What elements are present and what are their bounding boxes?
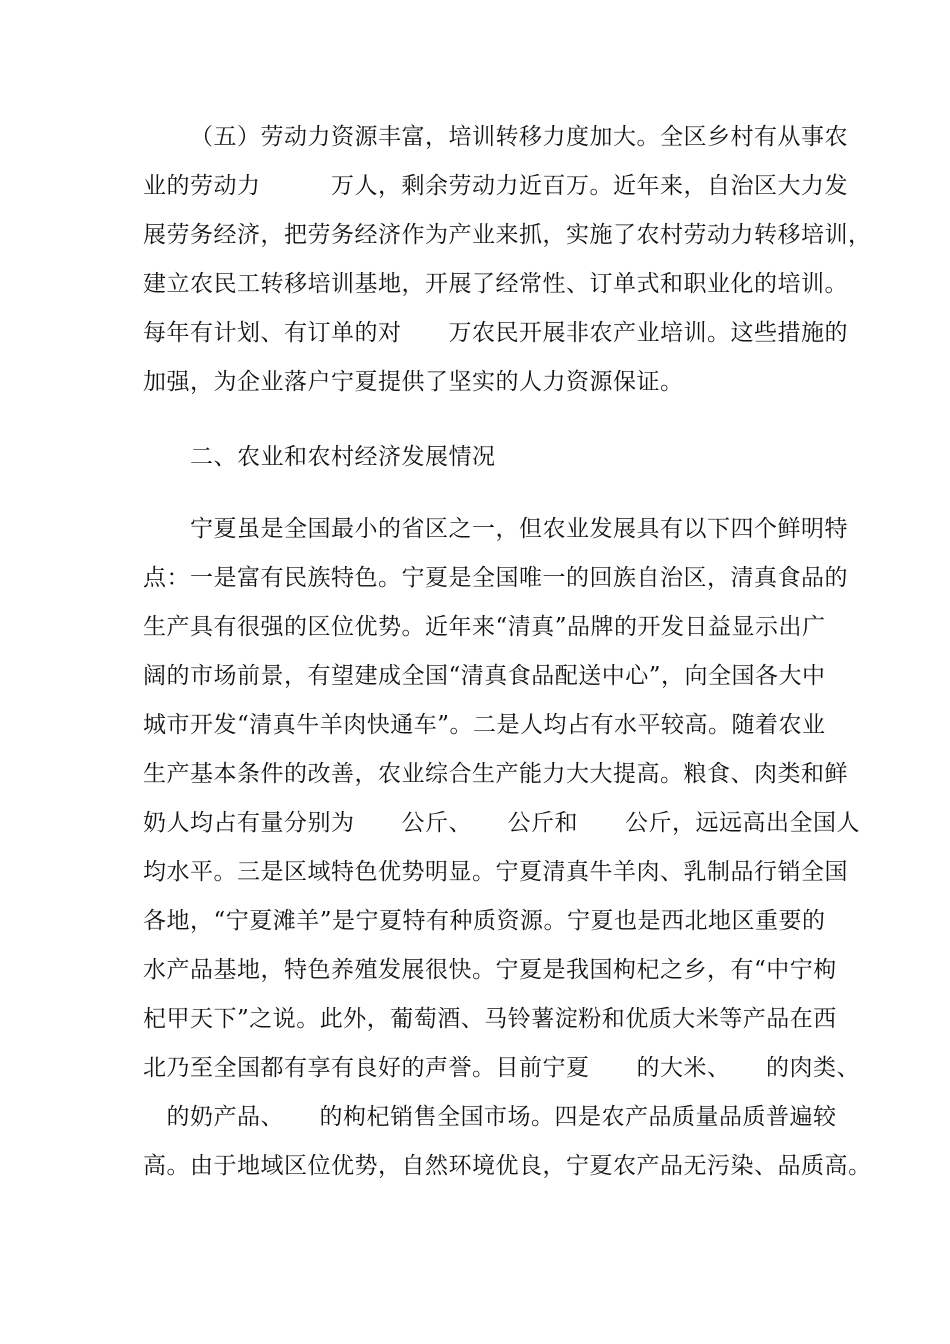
paragraph-line: 建立农民工转移培训基地，开展了经常性、订单式和职业化的培训。 <box>143 271 848 297</box>
paragraph-line: 的奶产品、 的枸杞销售全国市场。四是农产品质量品质普遍较 <box>143 1104 837 1130</box>
paragraph-line: 水产品基地，特色养殖发展很快。宁夏是我国枸杞之乡，有“中宁枸 <box>143 957 837 983</box>
paragraph-line: 奶人均占有量分别为 公斤、 公斤和 公斤，远远高出全国人 <box>143 810 860 836</box>
paragraph-line: 加强，为企业落户宁夏提供了坚实的人力资源保证。 <box>143 369 684 395</box>
paragraph-line: （五）劳动力资源丰富，培训转移力度加大。全区乡村有从事农 <box>190 124 848 150</box>
paragraph-line: 北乃至全国都有享有良好的声誉。目前宁夏 的大米、 的肉类、 <box>143 1055 860 1081</box>
paragraph-line: 生产基本条件的改善，农业综合生产能力大大提高。粮食、肉类和鲜 <box>143 761 848 787</box>
paragraph-line: 业的劳动力 万人，剩余劳动力近百万。近年来，自治区大力发 <box>143 173 848 199</box>
paragraph-line: 宁夏虽是全国最小的省区之一，但农业发展具有以下四个鲜明特 <box>190 516 848 542</box>
paragraph-line: 杞甲天下”之说。此外，葡萄酒、马铃薯淀粉和优质大米等产品在西 <box>143 1006 837 1032</box>
paragraph-line: 每年有计划、有订单的对 万农民开展非农产业培训。这些措施的 <box>143 320 848 346</box>
paragraph-line: 均水平。三是区域特色优势明显。宁夏清真牛羊肉、乳制品行销全国 <box>143 859 848 885</box>
paragraph-line: 生产具有很强的区位优势。近年来“清真”品牌的开发日益显示出广 <box>143 614 826 640</box>
section-heading: 二、农业和农村经济发展情况 <box>190 444 496 470</box>
paragraph-line: 展劳务经济，把劳务经济作为产业来抓，实施了农村劳动力转移培训， <box>143 222 872 248</box>
paragraph-line: 各地，“宁夏滩羊”是宁夏特有种质资源。宁夏也是西北地区重要的 <box>143 908 826 934</box>
paragraph-line: 城市开发“清真牛羊肉快通车”。二是人均占有水平较高。随着农业 <box>143 712 826 738</box>
paragraph-line: 点：一是富有民族特色。宁夏是全国唯一的回族自治区，清真食品的 <box>143 565 848 591</box>
paragraph-line: 高。由于地域区位优势，自然环境优良，宁夏农产品无污染、品质高。 <box>143 1153 872 1179</box>
paragraph-line: 阔的市场前景，有望建成全国“清真食品配送中心”，向全国各大中 <box>143 663 826 689</box>
